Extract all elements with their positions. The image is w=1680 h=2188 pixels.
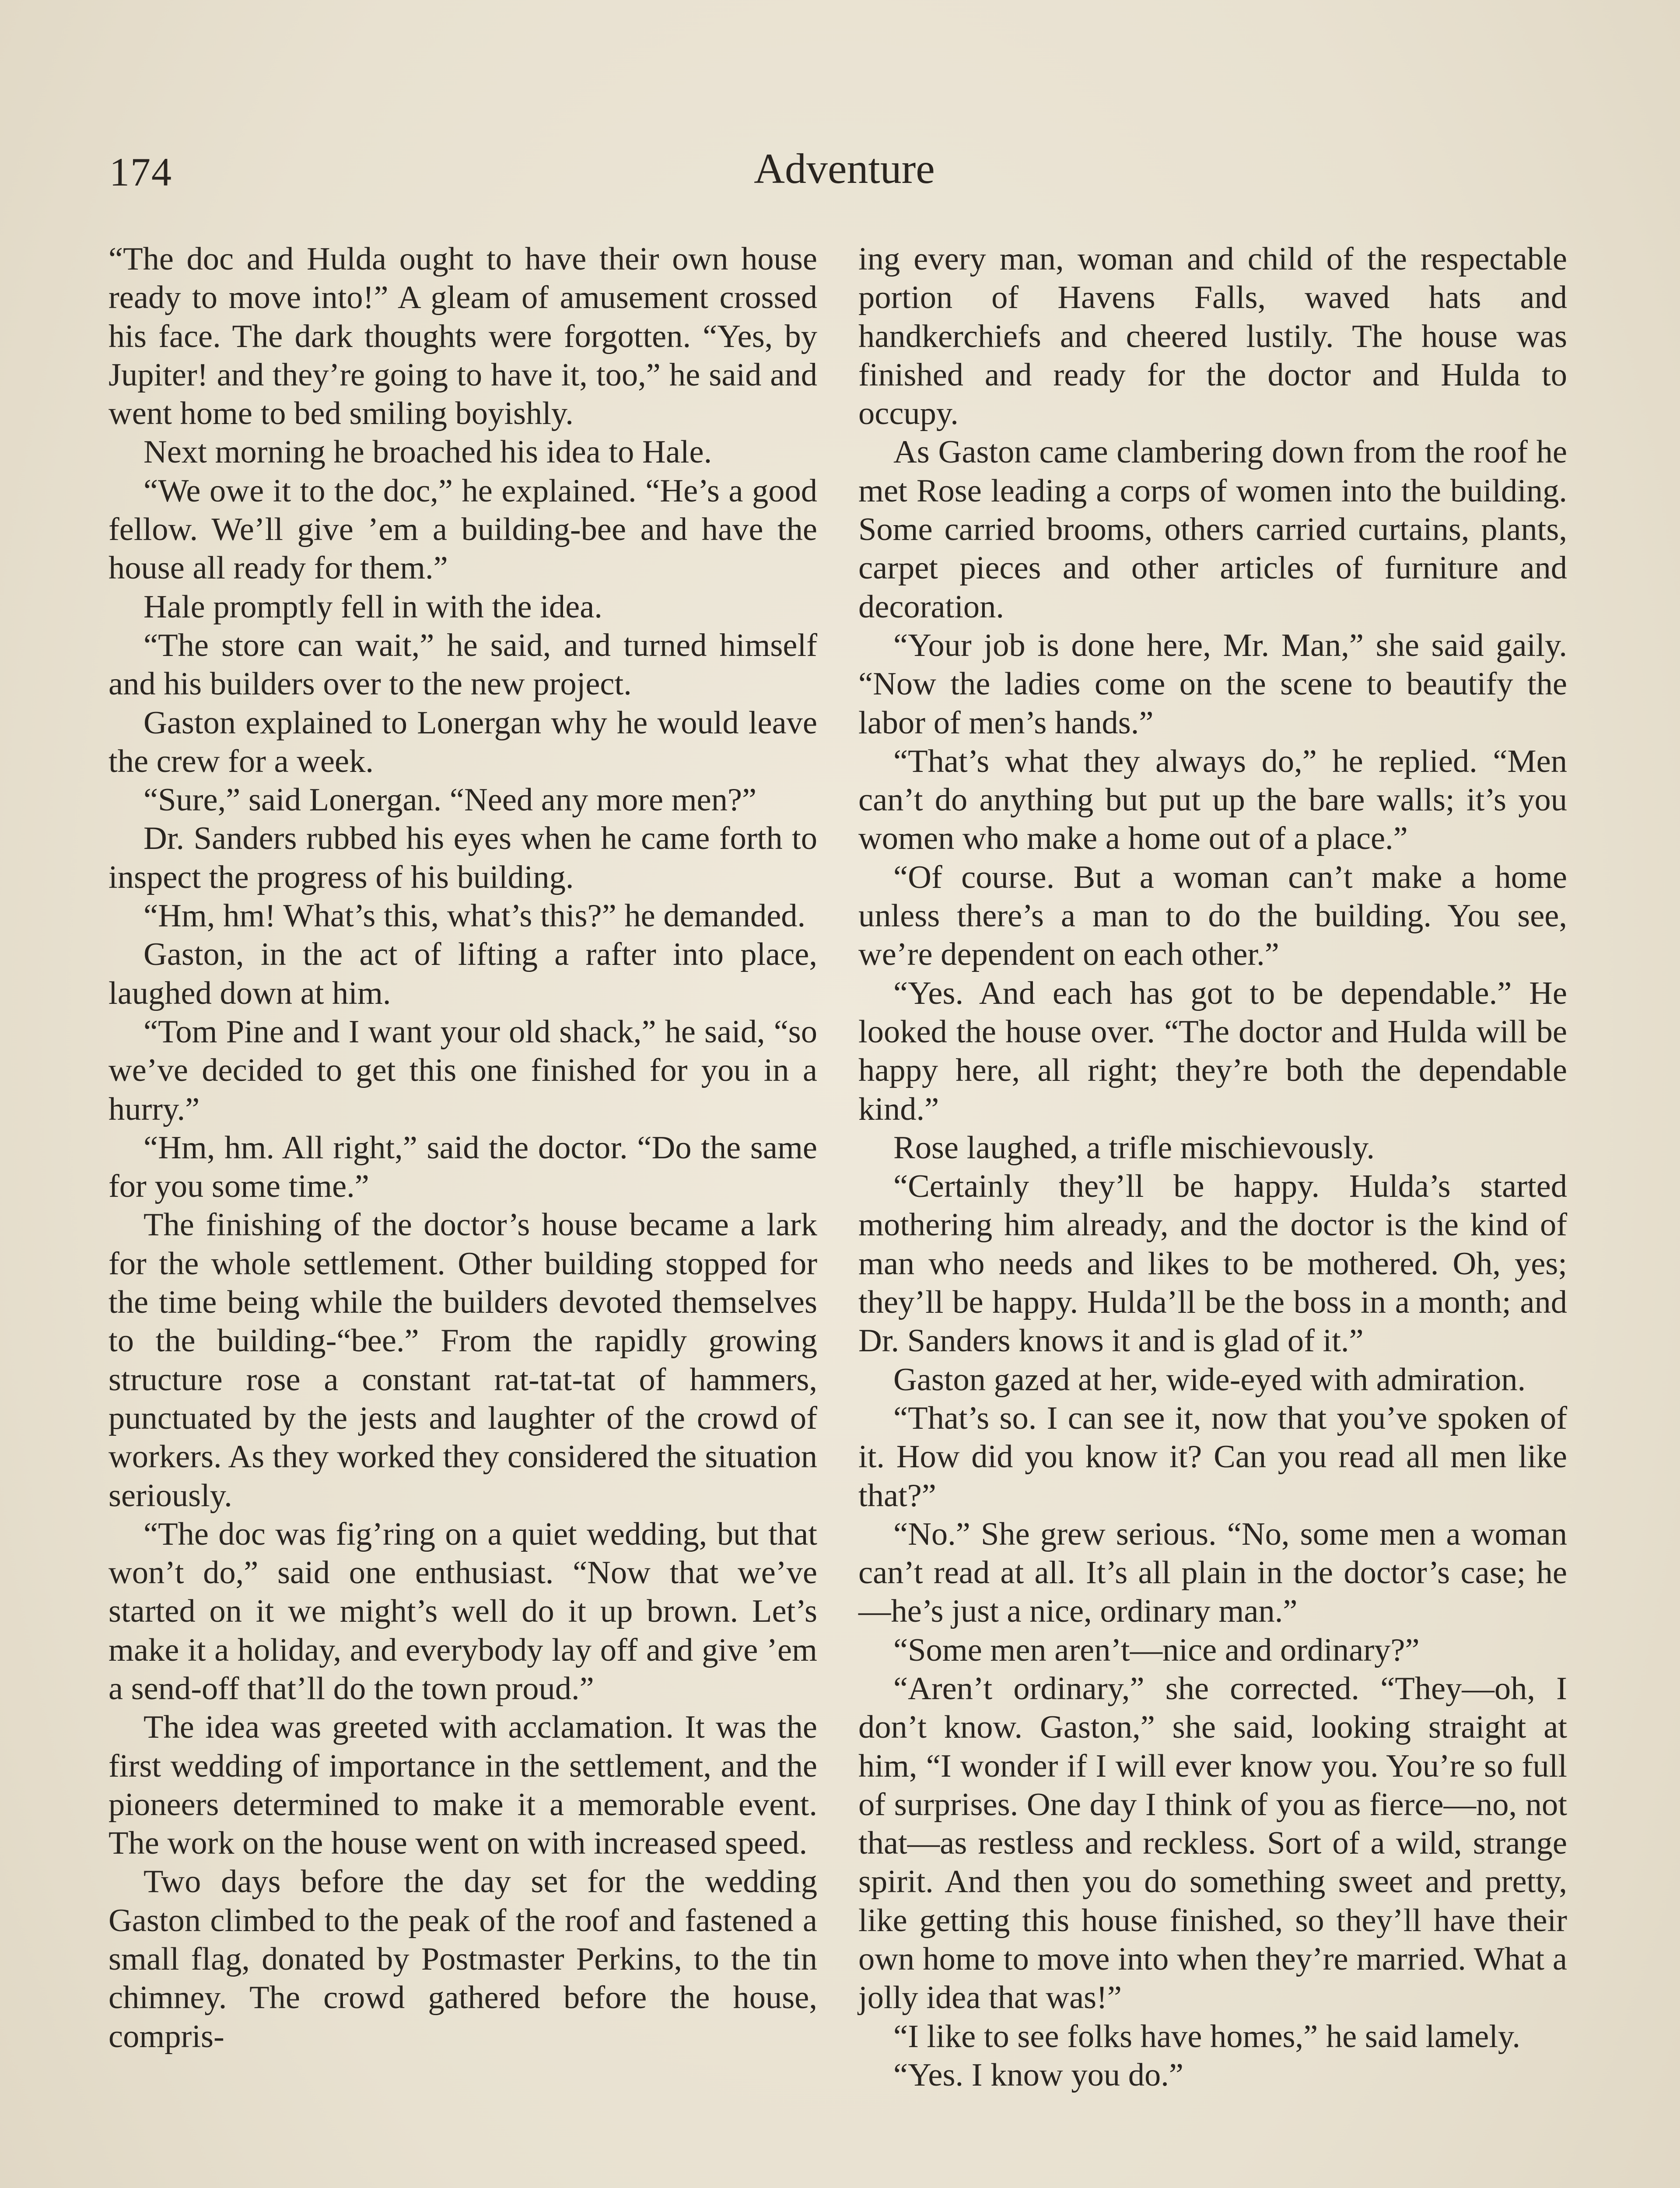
paragraph: “Your job is done here, Mr. Man,” she said gaily. “Now the ladies come on the scene to beautify the labor of men’s hands.” (858, 627, 1567, 741)
paragraph: “Yes. And each has got to be dependable.” He looked the house over. “The doctor and Hulda will be happy here, all right; they’re both the dependable kind.” (858, 975, 1567, 1127)
paragraph: The finishing of the doctor’s house became a lark for the whole settlement. Other building stopped for the time being while the builders devoted themselves to the building-“bee.” From the rapidly growing structure rose a constant rat-tat-tat of hammers, punctuated by the jests and laughter of the crowd of workers. As they worked they considered the situation seriously. (108, 1207, 817, 1514)
left-column (108, 240, 817, 2056)
paragraph: Rose laughed, a trifle mischievously. (893, 1129, 1375, 1166)
paragraph: Next morning he broached his idea to Hale. (144, 434, 712, 470)
paragraph: “The doc and Hulda ought to have their own house ready to move into!” A gleam of amusement crossed his face. The dark thoughts were forgotten. “Yes, by Jupiter! and they’re going to have it, too,” he said and went home to bed smiling boyishly. (108, 241, 817, 432)
paragraph: “Some men aren’t—nice and ordinary?” (893, 1632, 1420, 1668)
paragraph: “Of course. But a woman can’t make a home unless there’s a man to do the building. You see, we’re dependent on each other.” (858, 859, 1567, 973)
paragraph: “Yes. I know you do.” (893, 2057, 1183, 2093)
paragraph: Gaston explained to Lonergan why he would leave the crew for a week. (108, 705, 817, 779)
page-header (109, 144, 1579, 210)
paragraph: “We owe it to the doc,” he explained. “He’s a good fellow. We’ll give ’em a building-bee and have the house all ready for them.” (108, 473, 817, 586)
paragraph: As Gaston came clambering down from the roof he met Rose leading a corps of women into the building. Some carried brooms, others carried curtains, plants, carpet pieces and other articles of furniture and decoration. (858, 434, 1567, 625)
paragraph: Gaston, in the act of lifting a rafter into place, laughed down at him. (108, 936, 817, 1011)
paragraph: “That’s what they always do,” he replied. “Men can’t do anything but put up the bare walls; it’s you women who make a home out of a place.” (858, 743, 1567, 857)
paragraph: “That’s so. I can see it, now that you’ve spoken of it. How did you know it? Can you read all men like that?” (858, 1400, 1567, 1514)
paragraph: “Sure,” said Lonergan. “Need any more men?” (144, 782, 757, 818)
paragraph: “Hm, hm! What’s this, what’s this?” he demanded. (144, 898, 806, 934)
page-number: 174 (109, 150, 172, 194)
paragraph: Hale promptly fell in with the idea. (144, 589, 602, 625)
paragraph: ing every man, woman and child of the respectable portion of Havens Falls, waved hats and handkerchiefs and cheered lustily. The house was finished and ready for the doctor and Hulda to occupy. (858, 241, 1567, 432)
paragraph: Two days before the day set for the wedding Gaston climbed to the peak of the roof and fastened a small flag, donated by Postmaster Perkins, to the tin chimney. The crowd gathered before the house, compris- (108, 1864, 817, 2055)
paragraph: Gaston gazed at her, wide-eyed with admiration. (893, 1361, 1526, 1398)
paragraph: Dr. Sanders rubbed his eyes when he came forth to inspect the progress of his building. (108, 820, 817, 895)
paragraph: “No.” She grew serious. “No, some men a woman can’t read at all. It’s all plain in the doctor’s case; he—he’s just a nice, ordinary man.” (858, 1516, 1567, 1630)
paragraph: “Certainly they’ll be happy. Hulda’s started mothering him already, and the doctor is the kind of man who needs and likes to be mothered. Oh, yes; they’ll be happy. Hulda’ll be the boss in a month; and Dr. Sanders knows it and is glad of it.” (858, 1168, 1567, 1359)
right-column (858, 240, 1567, 2094)
running-title: Adventure (754, 145, 935, 193)
paragraph: “Hm, hm. All right,” said the doctor. “Do the same for you some time.” (108, 1129, 817, 1205)
paragraph: “Tom Pine and I want your old shack,” he said, “so we’ve decided to get this one finished for you in a hurry.” (108, 1013, 817, 1127)
paragraph: “Aren’t ordinary,” she corrected. “They—oh, I don’t know. Gaston,” she said, looking straight at him, “I wonder if I will ever know you. You’re so full of surprises. One day I think of you as fierce—no, not that—as restless and reckless. Sort of a wild, strange spirit. And then you do something sweet and pretty, like getting this house finished, so they’ll have their own home to move into when they’re married. What a jolly idea that was!” (858, 1670, 1567, 2016)
paragraph: “The store can wait,” he said, and turned himself and his builders over to the new project. (108, 627, 817, 702)
paragraph: “The doc was fig’ring on a quiet wedding, but that won’t do,” said one enthusiast. “Now that we’ve started on it we might’s well do it up brown. Let’s make it a holiday, and everybody lay off and give ’em a send-off that’ll do the town proud.” (108, 1516, 817, 1707)
paragraph: “I like to see folks have homes,” he said lamely. (893, 2018, 1520, 2055)
paragraph: The idea was greeted with acclamation. It was the first wedding of importance in the settlement, and the pioneers determined to make it a memorable event. The work on the house went on with increased speed. (108, 1709, 817, 1862)
